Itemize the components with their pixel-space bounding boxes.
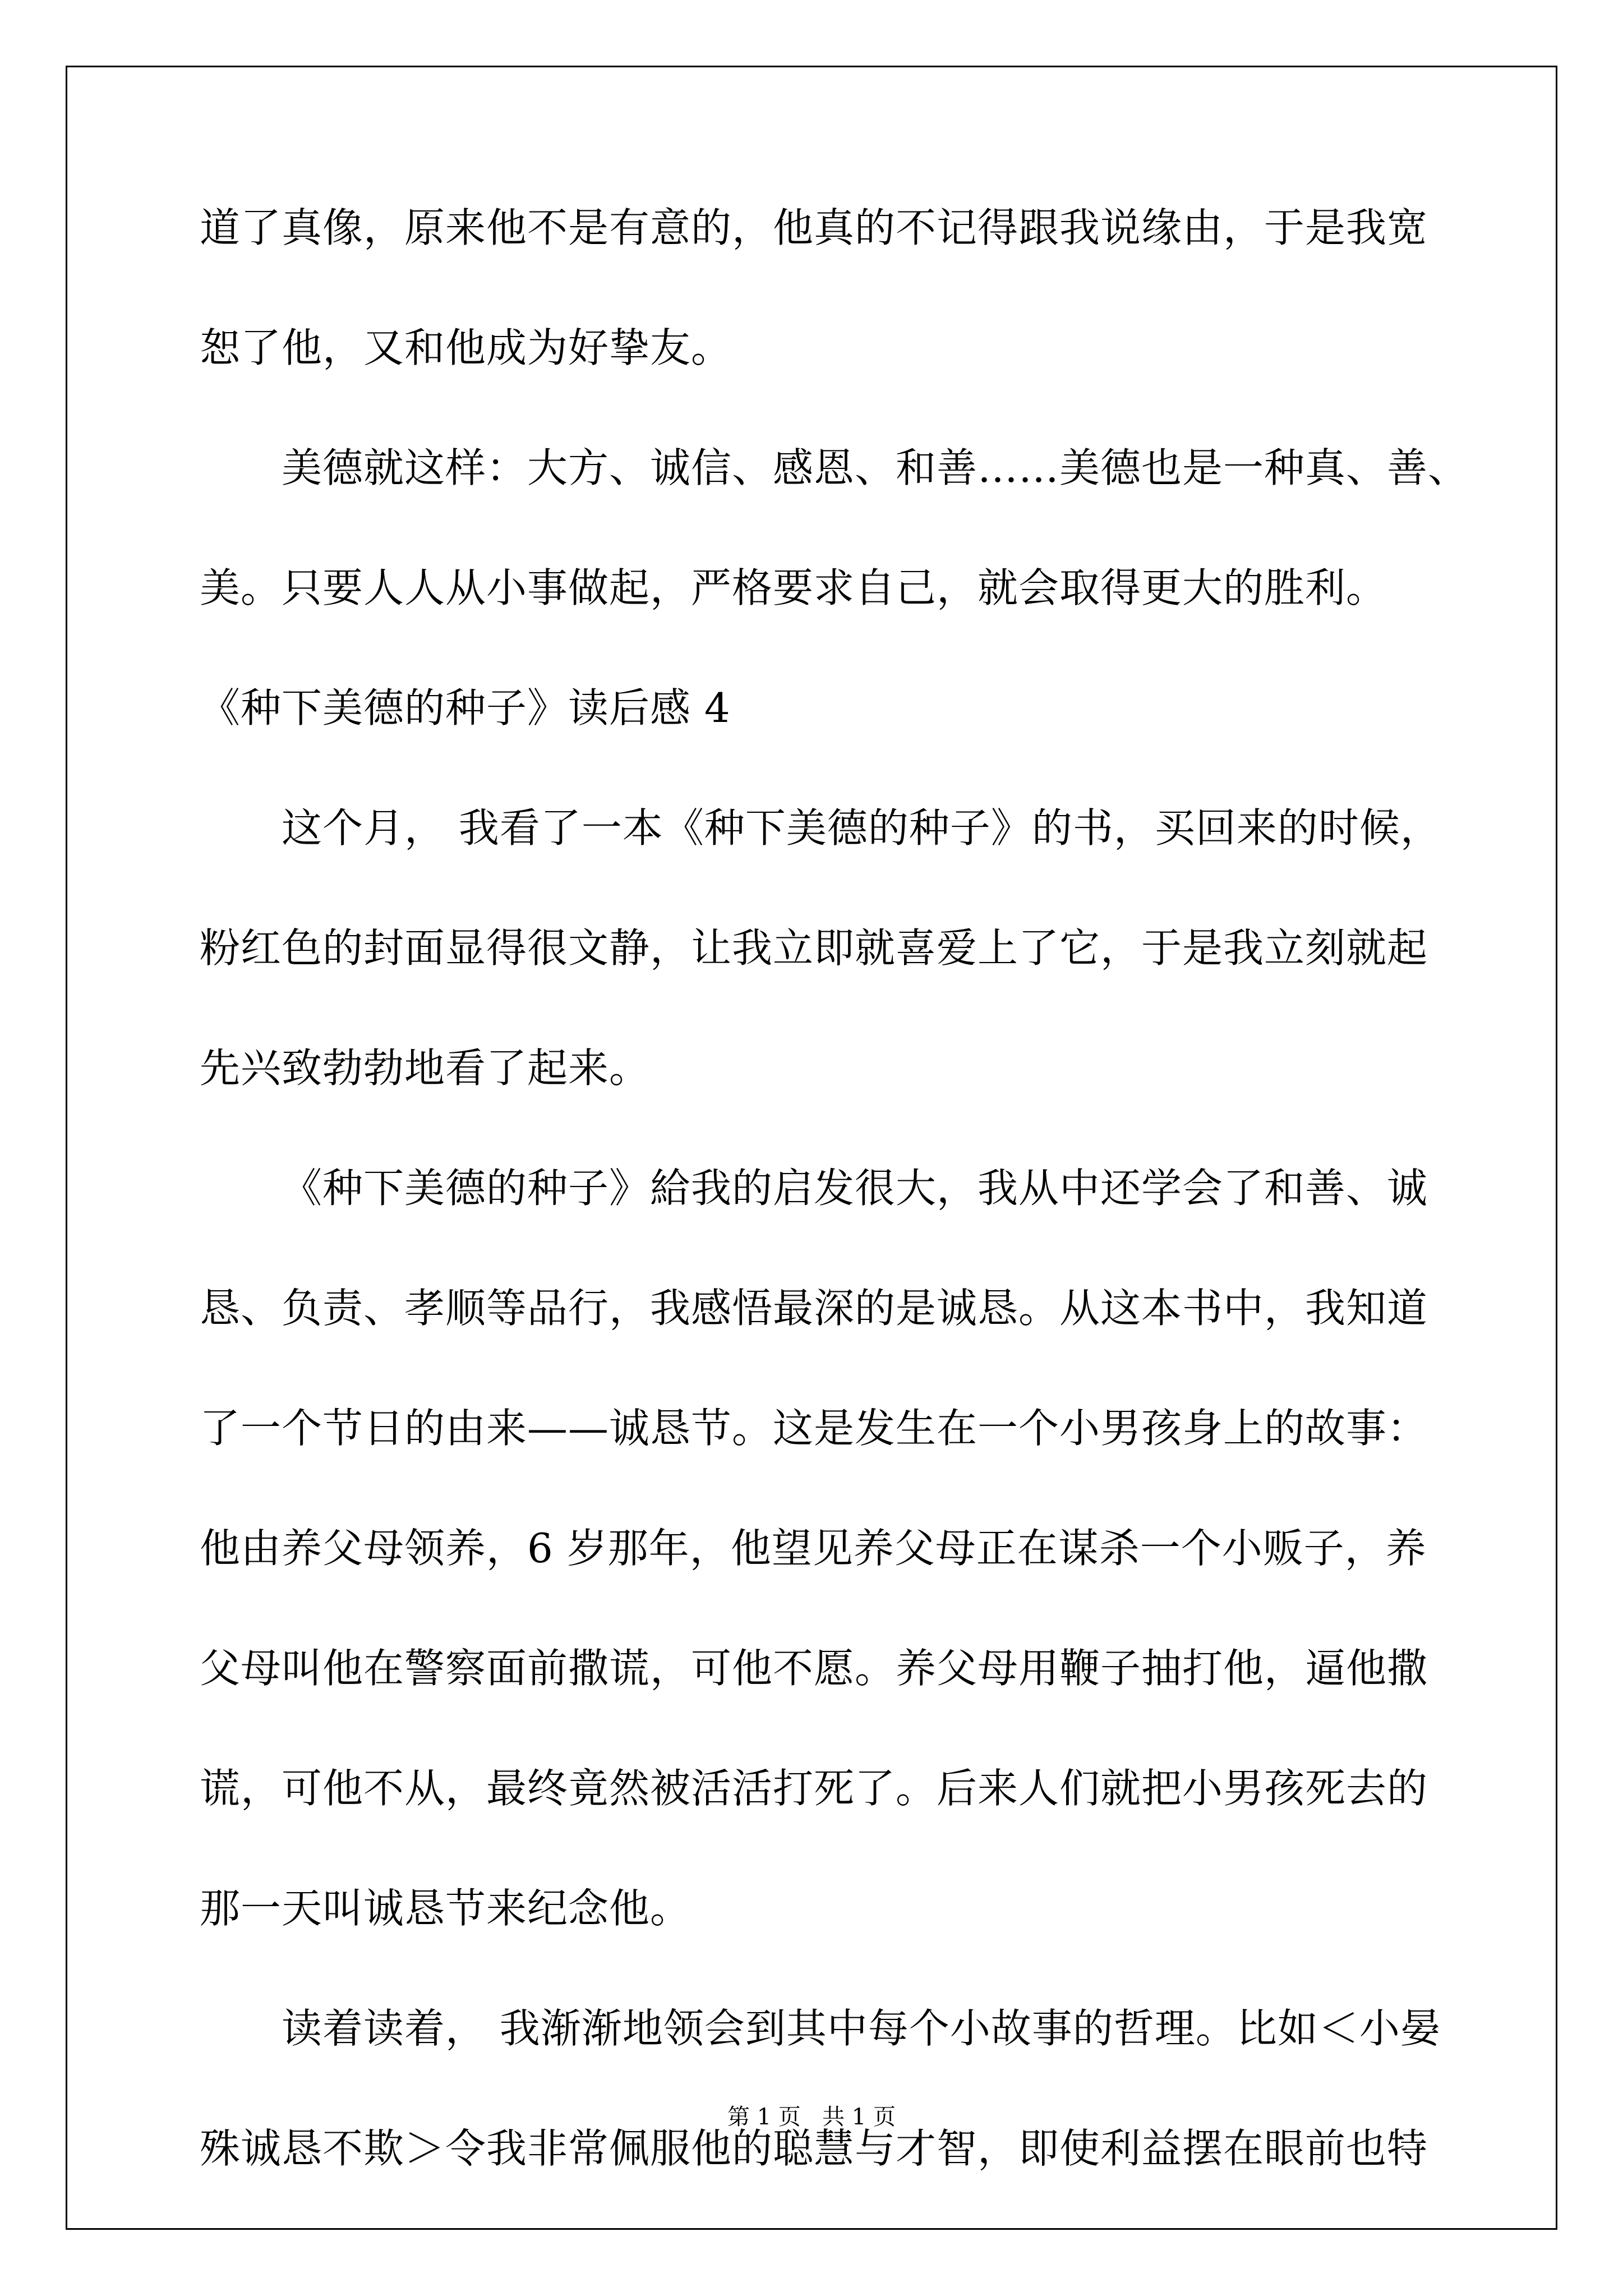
text-line-10: 恳、负责、孝顺等品行，我感悟最深的是诚恳。从这本书中，我知道 — [200, 1285, 1428, 1332]
page-footer: 第 1 页 共 1 页 — [727, 2104, 896, 2130]
text-line-1: 道了真像，原来他不是有意的，他真的不记得跟我说缘由，于是我宽 — [200, 204, 1428, 251]
text-line-13: 父母叫他在警察面前撒谎，可他不愿。养父母用鞭子抽打他，逼他撒 — [200, 1645, 1428, 1692]
text-line-14: 谎，可他不从，最终竟然被活活打死了。后来人们就把小男孩死去的 — [200, 1765, 1428, 1812]
text-line-7: 粉红色的封面显得很文静，让我立即就喜爱上了它，于是我立刻就起 — [200, 924, 1428, 972]
text-line-8: 先兴致勃勃地看了起来。 — [200, 1045, 651, 1092]
document-body — [200, 204, 1469, 2248]
text-line-17: 殊诚恳不欺＞令我非常佩服他的聪慧与才智，即使利益摆在眼前也特 — [200, 2125, 1428, 2172]
text-line-11: 了一个节日的由来——诚恳节。这是发生在一个小男孩身上的故事： — [200, 1405, 1428, 1452]
paragraph-start-line: 美德就这样：大方、诚信、感恩、和善……美德也是一种真、善、 — [282, 444, 1469, 491]
text-line-12: 他由养父母领养，6 岁那年，他望见养父母正在谋杀一个小贩子，养 — [200, 1525, 1427, 1572]
text-line-15: 那一天叫诚恳节来纪念他。 — [200, 1885, 691, 1932]
text-line-4: 美。只要人人从小事做起，严格要求自己，就会取得更大的胜利。 — [200, 564, 1387, 611]
paragraph-start-line: 读着读着， 我渐渐地领会到其中每个小故事的哲理。比如＜小晏 — [282, 2005, 1441, 2052]
paragraph-start-line: 这个月， 我看了一本《种下美德的种子》的书，买回来的时候， — [282, 804, 1441, 852]
section-heading: 《种下美德的种子》读后感 4 — [200, 684, 731, 731]
text-line-2: 恕了他，又和他成为好挚友。 — [200, 324, 732, 371]
paragraph-start-line: 《种下美德的种子》給我的启发很大，我从中还学会了和善、诚 — [282, 1165, 1428, 1212]
